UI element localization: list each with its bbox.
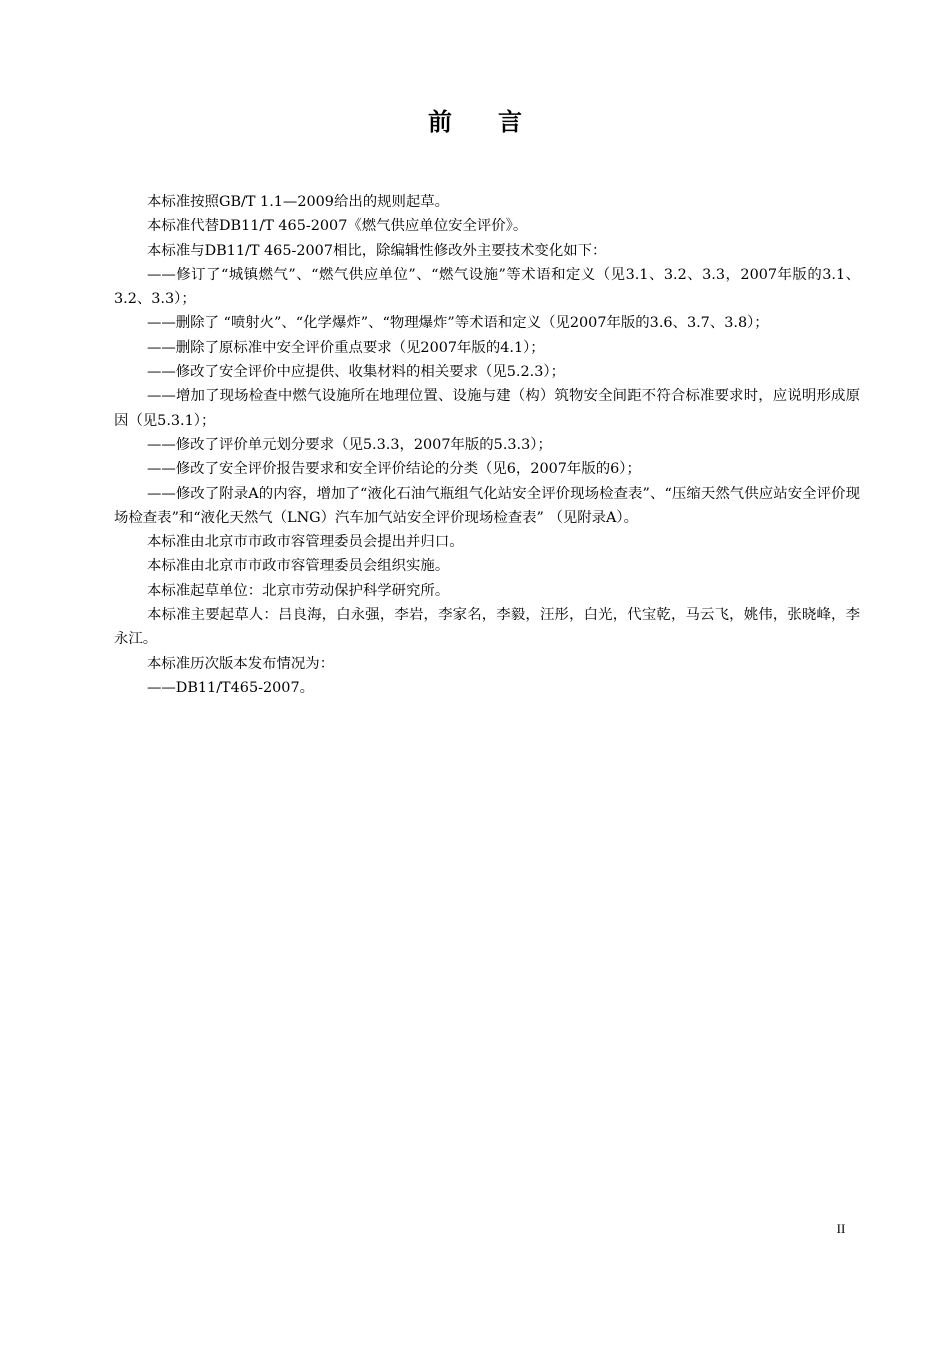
paragraph-history-intro: 本标准历次版本发布情况为：	[147, 655, 335, 672]
change-item: ——修改了附录A的内容，增加了“液化石油气瓶组气化站安全评价现场检查表”、“压缩天然气供应站安全评价现场检查表”和“液化天然气（LNG）汽车加气站安全评价现场检查表” （见附录A）。	[114, 485, 860, 526]
paragraph-drafting-unit: 本标准起草单位：北京市劳动保护科学研究所。	[147, 582, 450, 599]
change-item: ——删除了 “喷射火”、“化学爆炸”、“物理爆炸”等术语和定义（见2007年版的3.6、3.7、3.8）；	[147, 315, 769, 332]
change-item: ——修改了安全评价报告要求和安全评价结论的分类（见6，2007年版的6）；	[147, 461, 641, 478]
change-item: ——修改了评价单元划分要求（见5.3.3，2007年版的5.3.3）；	[147, 436, 552, 453]
paragraph-replaces: 本标准代替DB11/T 465-2007《燃气供应单位安全评价》。	[147, 218, 528, 235]
change-item: ——增加了现场检查中燃气设施所在地理位置、设施与建（构）筑物安全间距不符合标准要求时，应说明形成原因（见5.3.1）；	[114, 388, 860, 429]
paragraph-drafters: 本标准主要起草人：吕良海，白永强，李岩，李家名，李毅，汪彤，白光，代宝乾，马云飞，姚伟，张晓峰，李永江。	[114, 607, 860, 648]
page-title: 前言	[428, 108, 568, 136]
change-item: ——修订了“城镇燃气”、“燃气供应单位”、“燃气设施”等术语和定义（见3.1、3.2、3.3，2007年版的3.1、3.2、3.3）；	[114, 266, 860, 308]
paragraph-implementer: 本标准由北京市市政市容管理委员会组织实施。	[147, 558, 450, 575]
history-item: ——DB11/T465-2007。	[147, 679, 314, 696]
paragraph-drafting-rules: 本标准按照GB/T 1.1—2009给出的规则起草。	[147, 194, 450, 210]
paragraph-proposer: 本标准由北京市市政市容管理委员会提出并归口。	[147, 534, 464, 551]
change-item: ——修改了安全评价中应提供、收集材料的相关要求（见5.2.3）；	[147, 364, 565, 381]
change-item: ——删除了原标准中安全评价重点要求（见2007年版的4.1）；	[147, 339, 545, 356]
foreword-body	[114, 190, 860, 700]
page-number: II	[836, 1221, 846, 1236]
paragraph-changes-intro: 本标准与DB11/T 465-2007相比，除编辑性修改外主要技术变化如下：	[147, 242, 607, 259]
